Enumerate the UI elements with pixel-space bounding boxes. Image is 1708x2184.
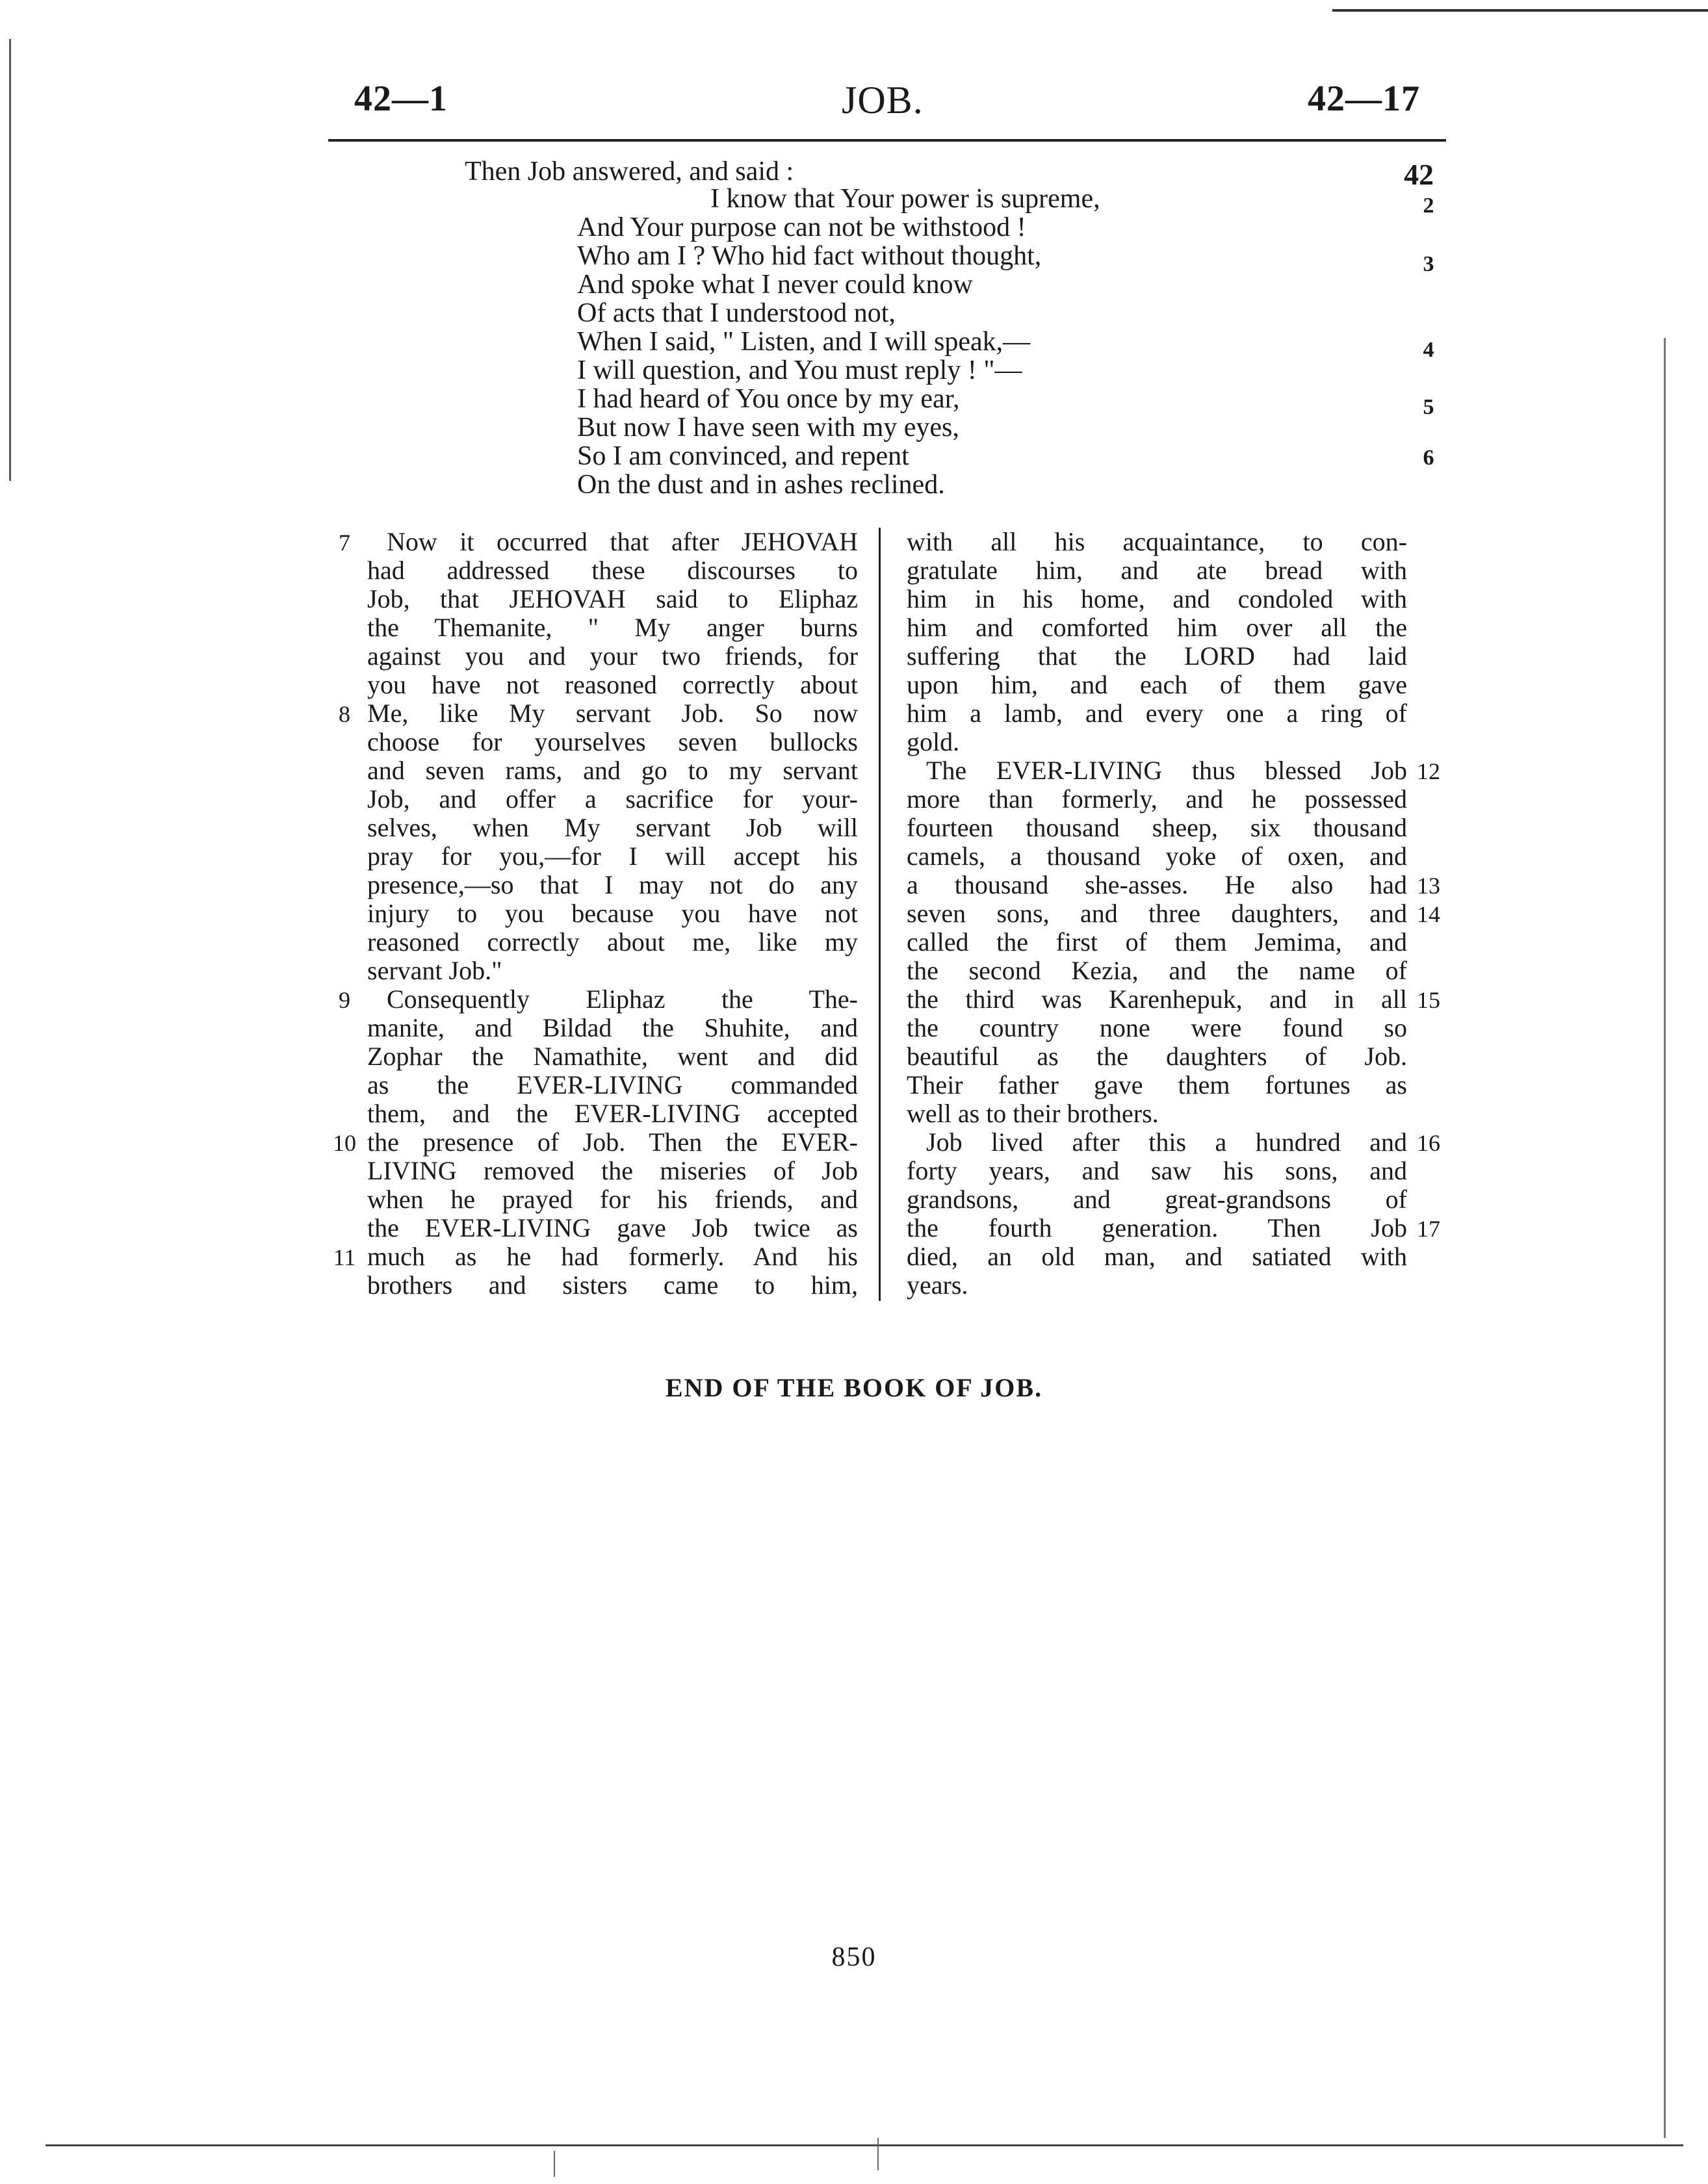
poem-line: I know that Your power is supreme, <box>710 184 1100 214</box>
poem-line: Who am I ? Who hid fact without thought, <box>577 241 1042 271</box>
text-line: against you and your two friends, for <box>367 641 858 671</box>
text-line: you have not reasoned correctly about <box>367 670 858 699</box>
chapter-number: 42 <box>1404 158 1434 191</box>
end-of-book-note: END OF THE BOOK OF JOB. <box>665 1373 1043 1402</box>
text-line: gold. <box>907 727 960 756</box>
poem-line: Of acts that I understood not, <box>577 298 896 328</box>
poem-block <box>577 185 1100 499</box>
verse-number: 13 <box>1417 873 1440 899</box>
verse-number: 8 <box>339 701 350 727</box>
text-line: them, and the EVER-LIVING accepted <box>367 1099 858 1128</box>
header-right-reference: 42—17 <box>1308 79 1420 119</box>
verse-number: 17 <box>1417 1216 1440 1242</box>
text-line: the country none were found so <box>907 1013 1407 1042</box>
verse-number: 12 <box>1417 758 1440 784</box>
verse-number: 11 <box>333 1244 356 1270</box>
text-line: and seven rams, and go to my servant <box>367 756 858 785</box>
text-line: brothers and sisters came to him, <box>367 1270 858 1300</box>
text-line: him and comforted him over all the <box>907 613 1407 642</box>
header-book-title: JOB. <box>842 79 924 122</box>
text-line: as the EVER-LIVING commanded <box>367 1070 858 1099</box>
text-line: the presence of Job. Then the EVER- <box>367 1127 858 1157</box>
text-line: beautiful as the daughters of Job. <box>907 1042 1407 1071</box>
verse-number: 16 <box>1417 1130 1440 1156</box>
text-line: pray for you,—for I will accept his <box>367 841 858 871</box>
text-line: suffering that the LORD had laid <box>907 641 1407 671</box>
text-line: the EVER-LIVING gave Job twice as <box>367 1213 858 1242</box>
verse-number: 3 <box>1423 252 1434 276</box>
text-line: grandsons, and great-grandsons of <box>907 1185 1407 1214</box>
text-line: the Themanite, " My anger burns <box>367 613 858 642</box>
text-line: The EVER-LIVING thus blessed Job <box>926 756 1407 785</box>
right-edge-rule <box>1664 338 1666 2138</box>
text-line: Consequently Eliphaz the The- <box>387 984 858 1014</box>
verse-number: 6 <box>1423 446 1434 470</box>
text-line: him in his home, and condoled with <box>907 584 1407 613</box>
intro-line: Then Job answered, and said : <box>465 157 794 186</box>
poem-line: So I am convinced, and repent <box>577 441 909 471</box>
text-line: him a lamb, and every one a ring of <box>907 699 1407 728</box>
text-line: the second Kezia, and the name of <box>907 956 1407 985</box>
text-line: forty years, and saw his sons, and <box>907 1156 1407 1185</box>
text-line: gratulate him, and ate bread with <box>907 556 1407 585</box>
verse-number: 4 <box>1423 338 1434 362</box>
text-line: years. <box>907 1270 968 1300</box>
text-line: had addressed these discourses to <box>367 556 858 585</box>
text-line: choose for yourselves seven bullocks <box>367 727 858 756</box>
verse-number: 15 <box>1417 987 1440 1013</box>
poem-line: And Your purpose can not be withstood ! <box>577 212 1026 242</box>
text-line: seven sons, and three daughters, and <box>907 899 1407 928</box>
text-line: manite, and Bildad the Shuhite, and <box>367 1013 858 1042</box>
poem-line: On the dust and in ashes reclined. <box>577 470 945 500</box>
poem-line: I had heard of You once by my ear, <box>577 384 960 414</box>
text-line: the third was Karenhepuk, and in all <box>907 984 1407 1014</box>
text-line: died, an old man, and satiated with <box>907 1242 1407 1271</box>
text-line: Job, and offer a sacrifice for your- <box>367 784 858 814</box>
text-line: Their father gave them fortunes as <box>907 1070 1407 1099</box>
text-line: Job, that JEHOVAH said to Eliphaz <box>367 584 858 613</box>
verse-number: 2 <box>1423 194 1434 218</box>
text-line: called the first of them Jemima, and <box>907 927 1407 957</box>
text-line: well as to their brothers. <box>907 1099 1159 1128</box>
column-divider <box>879 528 881 1301</box>
poem-line: When I said, " Listen, and I will speak,— <box>577 327 1031 357</box>
text-line: more than formerly, and he possessed <box>907 784 1407 814</box>
top-edge-rule <box>1332 9 1708 12</box>
text-line: presence,—so that I may not do any <box>367 870 858 899</box>
text-line: Me, like My servant Job. So now <box>367 699 858 728</box>
text-line: when he prayed for his friends, and <box>367 1185 858 1214</box>
text-line: a thousand she-asses. He also had <box>907 870 1407 899</box>
bottom-edge-rule <box>45 2144 1683 2146</box>
text-line: LIVING removed the miseries of Job <box>367 1156 858 1185</box>
text-line: fourteen thousand sheep, six thousand <box>907 813 1407 842</box>
verse-number: 10 <box>333 1130 356 1156</box>
verse-number: 7 <box>339 530 350 556</box>
text-line: Job lived after this a hundred and <box>926 1127 1407 1157</box>
right-column <box>907 528 1407 1300</box>
text-line: reasoned correctly about me, like my <box>367 927 858 957</box>
left-edge-mark <box>9 39 11 481</box>
verse-number: 14 <box>1417 901 1440 927</box>
bottom-tick-mark <box>554 2151 555 2177</box>
header-rule <box>328 139 1446 142</box>
running-head <box>328 78 1446 136</box>
text-line: upon him, and each of them gave <box>907 670 1407 699</box>
text-line: much as he had formerly. And his <box>367 1242 858 1271</box>
left-column <box>367 528 858 1300</box>
text-line: selves, when My servant Job will <box>367 813 858 842</box>
text-line: the fourth generation. Then Job <box>907 1213 1407 1242</box>
header-left-reference: 42—1 <box>354 79 448 119</box>
text-line: servant Job." <box>367 956 502 985</box>
poem-line: I will question, and You must reply ! "— <box>577 355 1022 385</box>
poem-line: But now I have seen with my eyes, <box>577 413 959 443</box>
bottom-tick-mark <box>877 2138 879 2170</box>
text-line: with all his acquaintance, to con- <box>907 527 1407 556</box>
verse-number: 5 <box>1423 395 1434 419</box>
poem-line: And spoke what I never could know <box>577 270 973 300</box>
verse-number: 9 <box>339 987 350 1013</box>
page-number: 850 <box>831 1942 877 1972</box>
text-line: camels, a thousand yoke of oxen, and <box>907 841 1407 871</box>
text-line: Now it occurred that after JEHOVAH <box>387 527 858 556</box>
text-line: injury to you because you have not <box>367 899 858 928</box>
text-line: Zophar the Namathite, went and did <box>367 1042 858 1071</box>
